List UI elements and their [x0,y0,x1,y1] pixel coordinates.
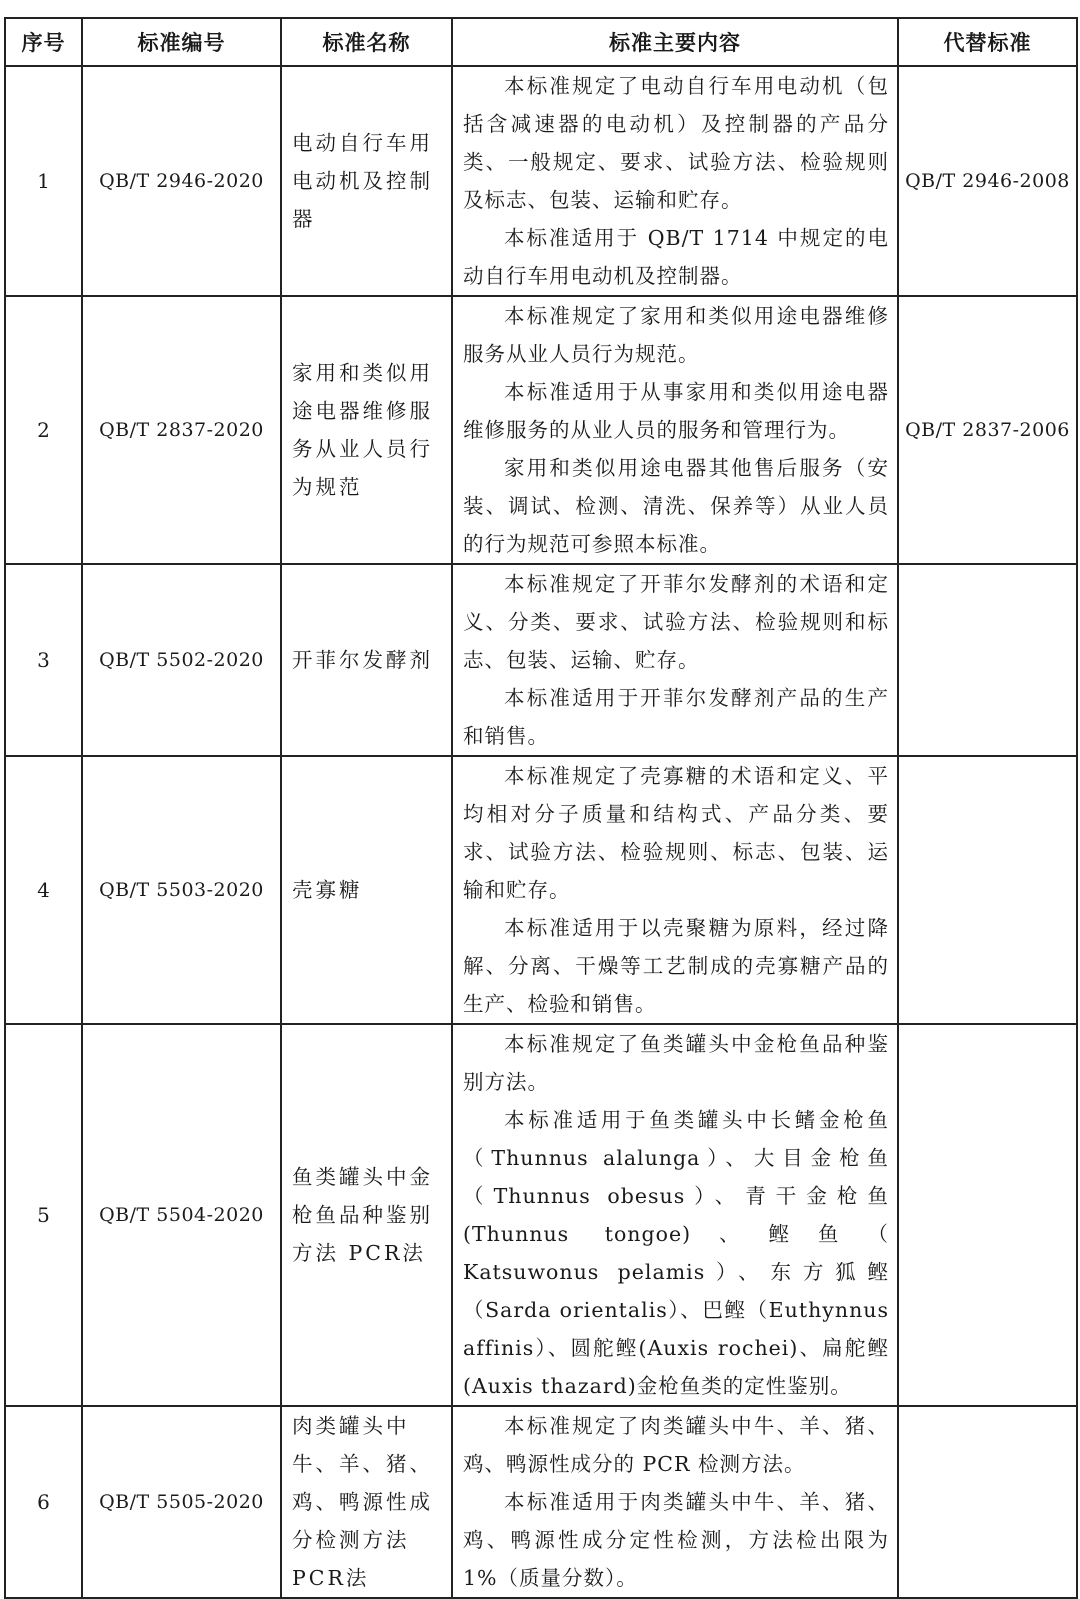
content-paragraph: 本标准规定了电动自行车用电动机（包括含减速器的电动机）及控制器的产品分类、一般规定、要求、试验方法、检验规则及标志、包装、运输和贮存。 [463,74,889,212]
table-row [5,756,1077,1024]
row-content [452,564,898,756]
content-paragraph: 本标准适用于肉类罐头中牛、羊、猪、鸡、鸭源性成分定性检测，方法检出限为 1%（质量分数）。 [463,1490,889,1590]
row-code: QB/T 5505-2020 [82,1406,281,1598]
row-code: QB/T 2946-2020 [82,66,281,296]
row-seq: 2 [5,296,82,564]
content-paragraph: 本标准适用于以壳聚糖为原料，经过降解、分离、干燥等工艺制成的壳寡糖产品的生产、检验和销售。 [463,916,889,1016]
row-replaced [898,1406,1077,1598]
row-replaced [898,1024,1077,1406]
row-replaced [898,564,1077,756]
row-content [452,1406,898,1598]
row-name: 鱼类罐头中金枪鱼品种鉴别方法 PCR法 [281,1024,452,1406]
content-paragraph: 本标准规定了壳寡糖的术语和定义、平均相对分子质量和结构式、产品分类、要求、试验方法、检验规则、标志、包装、运输和贮存。 [463,764,889,902]
content-paragraph: 家用和类似用途电器其他售后服务（安装、调试、检测、清洗、保养等）从业人员的行为规范可参照本标准。 [463,456,889,556]
header-name: 标准名称 [281,18,452,66]
content-paragraph: 本标准适用于从事家用和类似用途电器维修服务的从业人员的服务和管理行为。 [463,380,889,442]
row-replaced: QB/T 2837-2006 [898,296,1077,564]
row-replaced [898,756,1077,1024]
row-content [452,756,898,1024]
table-row [5,1024,1077,1406]
row-name: 家用和类似用途电器维修服务从业人员行为规范 [281,296,452,564]
row-seq: 4 [5,756,82,1024]
table-row [5,296,1077,564]
row-name: 肉类罐头中牛、羊、猪、鸡、鸭源性成分检测方法 PCR法 [281,1406,452,1598]
row-seq: 1 [5,66,82,296]
row-code: QB/T 2837-2020 [82,296,281,564]
row-content [452,1024,898,1406]
content-paragraph: 本标准适用于 QB/T 1714 中规定的电动自行车用电动机及控制器。 [463,226,889,288]
table-row [5,1406,1077,1598]
header-content: 标准主要内容 [452,18,898,66]
table-row [5,564,1077,756]
table-header-row [5,18,1077,66]
row-name: 壳寡糖 [281,756,452,1024]
content-paragraph: 本标准规定了肉类罐头中牛、羊、猪、鸡、鸭源性成分的 PCR 检测方法。 [463,1414,889,1476]
content-paragraph: 本标准适用于鱼类罐头中长鳍金枪鱼（Thunnus alalunga）、大目金枪鱼（Thunnus obesus）、青干金枪鱼(Thunnus tongoe)、鲣鱼（ Katsuwonus pelamis）、东方狐鲣（Sarda orientalis）、巴鲣（Euthynnus affinis）、圆舵鲣(Auxis rochei)、扁舵鲣(Auxis thazard)金枪鱼类的定性鉴别。 [463,1108,889,1398]
content-paragraph: 本标准规定了开菲尔发酵剂的术语和定义、分类、要求、试验方法、检验规则和标志、包装、运输、贮存。 [463,572,889,672]
header-code: 标准编号 [82,18,281,66]
row-name: 电动自行车用电动机及控制器 [281,66,452,296]
row-seq: 3 [5,564,82,756]
content-paragraph: 本标准规定了家用和类似用途电器维修服务从业人员行为规范。 [463,304,889,366]
content-paragraph: 本标准适用于开菲尔发酵剂产品的生产和销售。 [463,686,889,748]
header-seq: 序号 [5,18,82,66]
row-seq: 6 [5,1406,82,1598]
row-code: QB/T 5502-2020 [82,564,281,756]
row-seq: 5 [5,1024,82,1406]
content-paragraph: 本标准规定了鱼类罐头中金枪鱼品种鉴别方法。 [463,1032,889,1094]
row-content [452,66,898,296]
row-replaced: QB/T 2946-2008 [898,66,1077,296]
row-name: 开菲尔发酵剂 [281,564,452,756]
row-code: QB/T 5503-2020 [82,756,281,1024]
row-code: QB/T 5504-2020 [82,1024,281,1406]
table-row [5,66,1077,296]
row-content [452,296,898,564]
header-replaced: 代替标准 [898,18,1077,66]
standards-table [4,17,1078,1599]
